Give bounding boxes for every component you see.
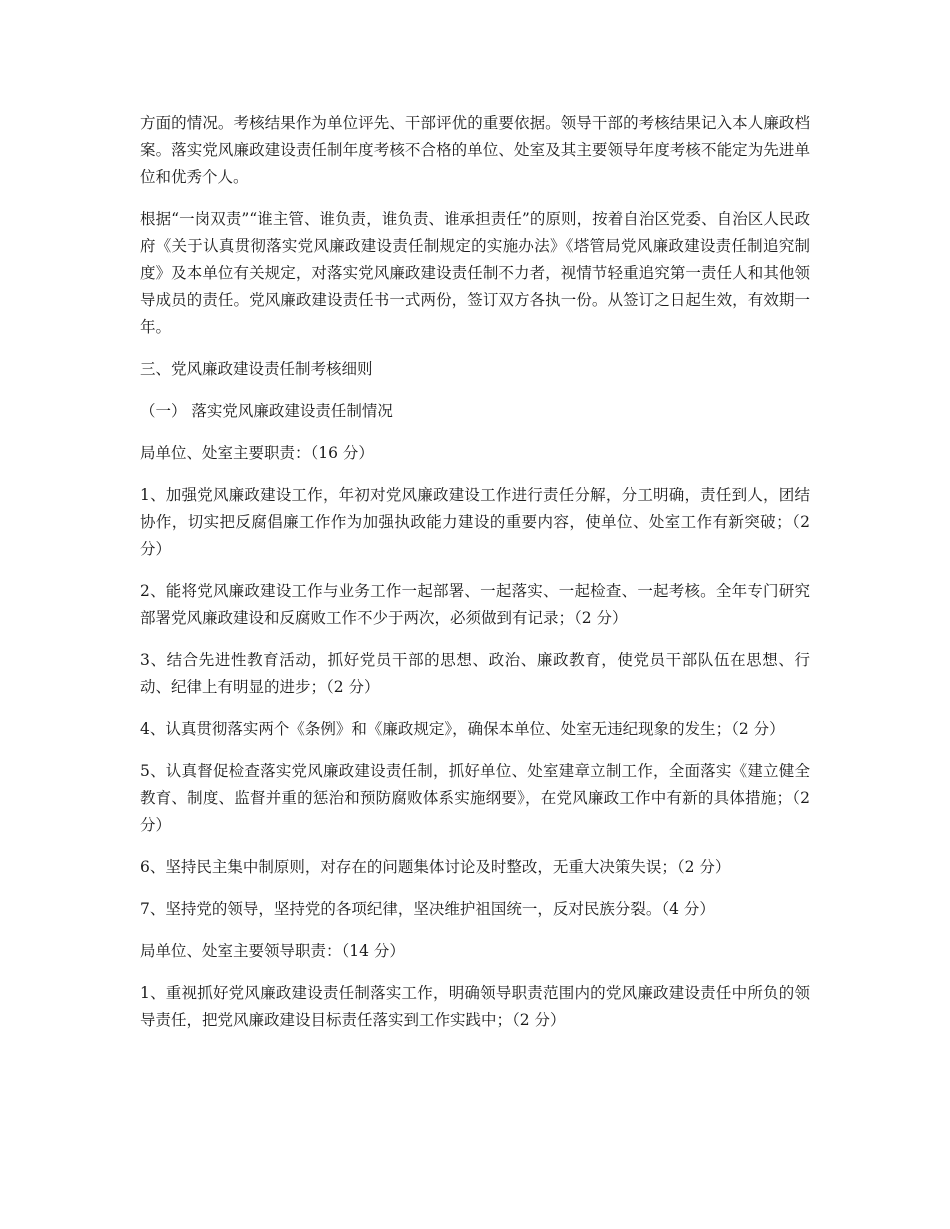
list-item: 2、能将党风廉政建设工作与业务工作一起部署、一起落实、一起检查、一起考核。全年专门研究部署党风廉政建设和反腐败工作不少于两次，必须做到有记录；（2 分）	[140, 582, 810, 627]
list-item: 6、坚持民主集中制原则，对存在的问题集体讨论及时整改，无重大决策失误；（2 分）	[140, 858, 731, 876]
list-item: 3、结合先进性教育活动，抓好党员干部的思想、政治、廉政教育，使党员干部队伍在思想、行动、纪律上有明显的进步；（2 分）	[140, 651, 810, 696]
list-item: 7、坚持党的领导，坚持党的各项纪律，坚决维护祖国统一，反对民族分裂。（4 分）	[140, 900, 715, 918]
list-item: 1、重视抓好党风廉政建设责任制落实工作，明确领导职责范围内的党风廉政建设责任中所负的领导责任，把党风廉政建设目标责任落实到工作实践中；（2 分）	[140, 984, 810, 1029]
duties-heading-unit: 局单位、处室主要职责：（16 分）	[140, 444, 374, 462]
paragraph-accountability-principle: 根据“一岗双责”“谁主管、谁负责，谁负责、谁承担责任”的原则，按着自治区党委、自治区人民政府《关于认真贯彻落实党风廉政建设责任制规定的实施办法》《塔管局党风廉政建设责任制追究制度》及本单位有关规定，对落实党风廉政建设责任制不力者，视情节轻重追究第一责任人和其他领导成员的责任。党风廉政建设责任书一式两份，签订双方各执一份。从签订之日起生效，有效期一年。	[140, 210, 810, 336]
document-page	[140, 110, 810, 1049]
list-item: 5、认真督促检查落实党风廉政建设责任制，抓好单位、处室建章立制工作，全面落实《建立健全教育、制度、监督并重的惩治和预防腐败体系实施纲要》，在党风廉政工作中有新的具体措施；（2 分）	[140, 762, 810, 834]
list-item: 4、认真贯彻落实两个《条例》和《廉政规定》，确保本单位、处室无违纪现象的发生；（2 分）	[140, 720, 785, 738]
subsection-heading-1: （一） 落实党风廉政建设责任制情况	[140, 402, 393, 420]
list-item: 1、加强党风廉政建设工作，年初对党风廉政建设工作进行责任分解，分工明确，责任到人，团结协作，切实把反腐倡廉工作作为加强执政能力建设的重要内容，使单位、处室工作有新突破；（2 分）	[140, 486, 810, 558]
section-heading-3: 三、党风廉政建设责任制考核细则	[140, 360, 373, 378]
paragraph-assessment-results: 方面的情况。考核结果作为单位评先、干部评优的重要依据。领导干部的考核结果记入本人廉政档案。落实党风廉政建设责任制年度考核不合格的单位、处室及其主要领导年度考核不能定为先进单位和优秀个人。	[140, 114, 810, 186]
duties-heading-leader: 局单位、处室主要领导职责：（14 分）	[140, 942, 405, 960]
